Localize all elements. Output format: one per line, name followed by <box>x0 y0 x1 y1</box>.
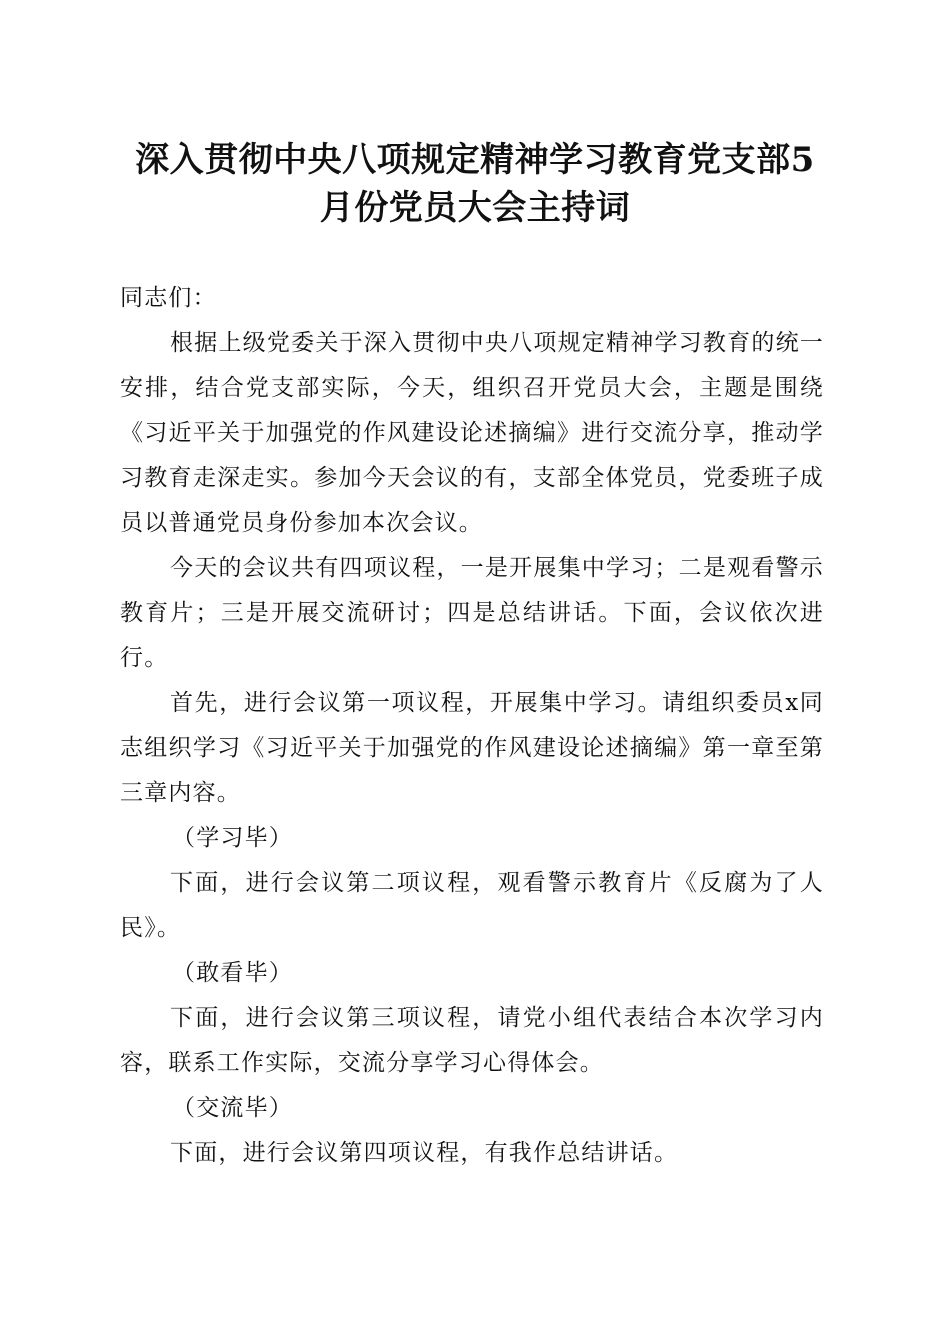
note-watch-done: （敢看毕） <box>172 960 293 986</box>
document-body <box>120 276 824 1176</box>
paragraph-item-2: 下面，进行会议第二项议程，观看警示教育片《反腐为了人民》。 <box>120 870 824 941</box>
paragraph-item-4: 下面，进行会议第四项议程，有我作总结讲话。 <box>170 1140 679 1166</box>
paragraph-agenda: 今天的会议共有四项议程，一是开展集中学习；二是观看警示教育片；三是开展交流研讨；四是总结讲话。下面，会议依次进行。 <box>120 555 824 671</box>
note-study-done: （学习毕） <box>172 825 293 851</box>
title-line-1: 深入贯彻中央八项规定精神学习教育党支部5 <box>135 140 815 180</box>
paragraph-intro: 根据上级党委关于深入贯彻中央八项规定精神学习教育的统一安排，结合党支部实际，今天，组织召开党员大会，主题是围绕《习近平关于加强党的作风建设论述摘编》进行交流分享，推动学习教育走深走实。参加今天会议的有，支部全体党员，党委班子成员以普通党员身份参加本次会议。 <box>120 330 824 536</box>
salutation: 同志们： <box>120 285 217 311</box>
note-exchange-done: （交流毕） <box>172 1095 293 1121</box>
paragraph-item-3: 下面，进行会议第三项议程，请党小组代表结合本次学习内容，联系工作实际，交流分享学习心得体会。 <box>120 1005 824 1076</box>
title-line-2: 月份党员大会主持词 <box>319 188 631 228</box>
document-title <box>110 136 840 232</box>
paragraph-item-1: 首先，进行会议第一项议程，开展集中学习。请组织委员x同志组织学习《习近平关于加强党的作风建设论述摘编》第一章至第三章内容。 <box>120 690 824 806</box>
